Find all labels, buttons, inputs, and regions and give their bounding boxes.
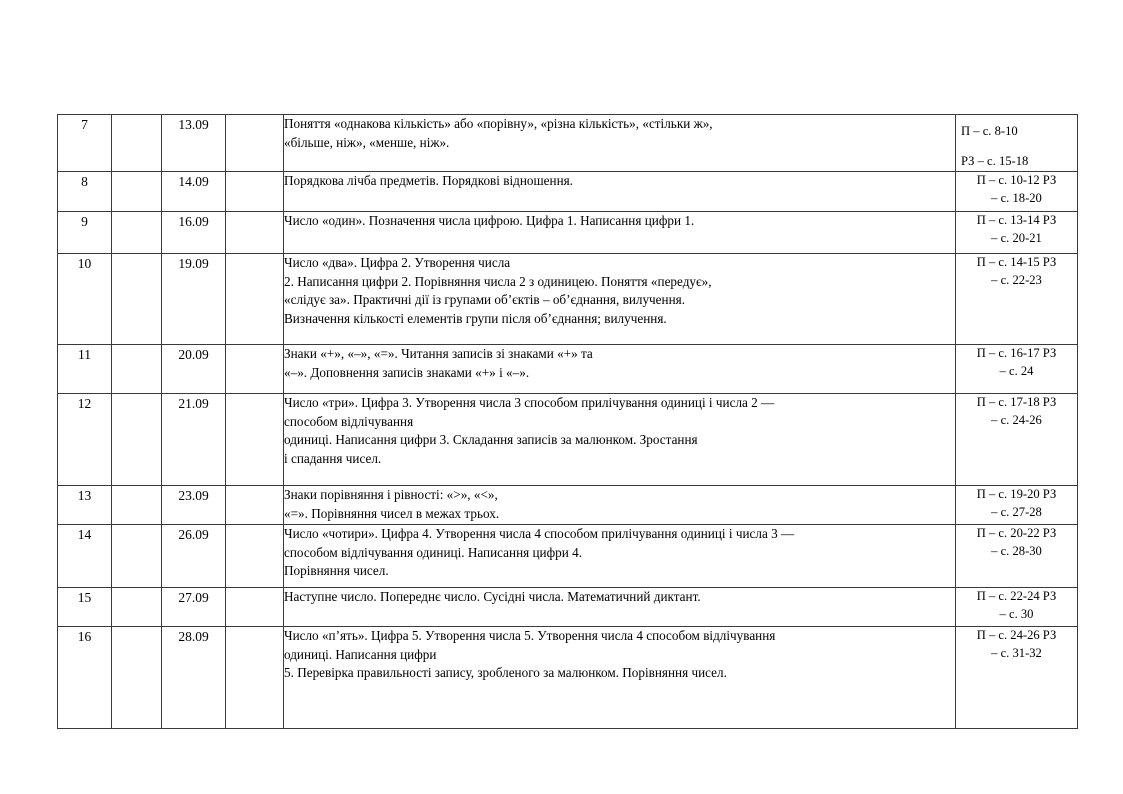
spacer-cell-mid <box>226 588 284 627</box>
lesson-content-cell <box>284 486 956 525</box>
spacer-cell-mid <box>226 345 284 394</box>
lesson-content-cell <box>284 212 956 254</box>
lesson-date-cell: 27.09 <box>162 588 226 627</box>
pages-line: – с. 27-28 <box>991 504 1042 519</box>
lesson-date-cell: 28.09 <box>162 627 226 729</box>
content-line: способом відлічування <box>284 413 414 429</box>
spacer-cell-left <box>112 627 162 729</box>
pages-line: – с. 20-21 <box>991 230 1042 245</box>
spacer-cell-mid <box>226 115 284 172</box>
spacer-cell-left <box>112 172 162 212</box>
table-row <box>58 394 1078 486</box>
lesson-date-cell: 14.09 <box>162 172 226 212</box>
pages-line: – с. 28-30 <box>991 543 1042 558</box>
lesson-number-cell: 8 <box>58 172 112 212</box>
table-row <box>58 525 1078 588</box>
pages-line: – с. 24-26 <box>991 412 1042 427</box>
content-line: одиниці. Написання цифри 3. Складання записів за малюнком. Зростання <box>284 432 698 448</box>
schedule-table-container <box>57 114 1077 729</box>
pages-reference-cell <box>956 588 1078 627</box>
pages-line: – с. 31-32 <box>991 645 1042 660</box>
pages-line: П – с. 20-22 РЗ <box>976 526 1057 540</box>
pages-line: П – с. 22-24 РЗ <box>976 589 1057 603</box>
table-row <box>58 254 1078 345</box>
pages-line: – с. 18-20 <box>991 190 1042 205</box>
content-line: 2. Написання цифри 2. Порівняння числа 2 з одиницею. Поняття «передує», <box>284 273 712 289</box>
content-line: Число «три». Цифра 3. Утворення числа 3 способом прилічування одиниці і числа 2 — <box>284 395 775 410</box>
lesson-date-cell: 13.09 <box>162 115 226 172</box>
lesson-number-cell: 9 <box>58 212 112 254</box>
pages-line: РЗ – с. 15-18 <box>961 153 1029 168</box>
pages-line: П – с. 8-10 <box>961 124 1018 138</box>
spacer-cell-left <box>112 525 162 588</box>
spacer-cell-left <box>112 254 162 345</box>
lesson-content-cell <box>284 394 956 486</box>
pages-reference-cell <box>956 525 1078 588</box>
spacer-cell-left <box>112 345 162 394</box>
pages-line: П – с. 16-17 РЗ <box>976 346 1057 360</box>
pages-line: П – с. 10-12 РЗ <box>976 173 1057 187</box>
pages-reference-cell <box>956 115 1078 172</box>
lesson-schedule-table <box>57 114 1078 729</box>
lesson-date-cell: 16.09 <box>162 212 226 254</box>
pages-line: П – с. 24-26 РЗ <box>976 628 1057 642</box>
spacer-cell-left <box>112 486 162 525</box>
lesson-number-cell: 7 <box>58 115 112 172</box>
table-row <box>58 588 1078 627</box>
content-line: Визначення кількості елементів групи після об’єднання; вилучення. <box>284 311 667 327</box>
spacer-cell-mid <box>226 525 284 588</box>
content-line: Число «п’ять». Цифра 5. Утворення числа 5. Утворення числа 4 способом відлічування <box>284 628 776 643</box>
lesson-number-cell: 11 <box>58 345 112 394</box>
pages-reference-cell <box>956 172 1078 212</box>
lesson-date-cell: 20.09 <box>162 345 226 394</box>
content-line: Наступне число. Попереднє число. Сусідні числа. Математичний диктант. <box>284 589 701 604</box>
content-line: Поняття «однакова кількість» або «порівну», «різна кількість», «стільки ж», <box>284 116 713 131</box>
pages-line: П – с. 14-15 РЗ <box>976 255 1057 269</box>
pages-line: П – с. 17-18 РЗ <box>976 395 1057 409</box>
table-row <box>58 115 1078 172</box>
spacer-cell-left <box>112 588 162 627</box>
spacer-cell-left <box>112 115 162 172</box>
spacer-cell-mid <box>226 394 284 486</box>
spacer-cell-mid <box>226 172 284 212</box>
pages-reference-cell <box>956 486 1078 525</box>
content-line: Число «два». Цифра 2. Утворення числа <box>284 255 511 270</box>
table-row <box>58 345 1078 394</box>
lesson-number-cell: 12 <box>58 394 112 486</box>
table-row <box>58 172 1078 212</box>
pages-reference-cell <box>956 394 1078 486</box>
lesson-date-cell: 19.09 <box>162 254 226 345</box>
pages-reference-cell <box>956 345 1078 394</box>
content-line: «слідує за». Практичні дії із групами об’єктів – об’єднання, вилучення. <box>284 292 686 308</box>
lesson-content-cell <box>284 345 956 394</box>
pages-line-spacer <box>961 141 1077 153</box>
content-line: одиниці. Написання цифри <box>284 646 437 662</box>
pages-line: – с. 24 <box>999 363 1034 378</box>
lesson-number-cell: 13 <box>58 486 112 525</box>
content-line: способом відлічування одиниці. Написання цифри 4. <box>284 544 582 560</box>
lesson-number-cell: 16 <box>58 627 112 729</box>
schedule-table-body <box>58 115 1078 729</box>
pages-line: П – с. 19-20 РЗ <box>976 487 1057 501</box>
lesson-date-cell: 21.09 <box>162 394 226 486</box>
spacer-cell-mid <box>226 212 284 254</box>
lesson-number-cell: 14 <box>58 525 112 588</box>
pages-reference-cell <box>956 254 1078 345</box>
lesson-number-cell: 15 <box>58 588 112 627</box>
content-line: «більше, ніж», «менше, ніж». <box>284 134 450 150</box>
content-line: Порядкова лічба предметів. Порядкові відношення. <box>284 173 573 188</box>
content-line: «=». Порівняння чисел в межах трьох. <box>284 505 500 521</box>
content-line: Число «один». Позначення числа цифрою. Цифра 1. Написання цифри 1. <box>284 213 695 228</box>
lesson-content-cell <box>284 588 956 627</box>
lesson-content-cell <box>284 172 956 212</box>
content-line: Порівняння чисел. <box>284 563 389 579</box>
pages-line: П – с. 13-14 РЗ <box>976 213 1057 227</box>
content-line: 5. Перевірка правильності запису, зробленого за малюнком. Порівняння чисел. <box>284 665 727 681</box>
lesson-number-cell: 10 <box>58 254 112 345</box>
table-row <box>58 212 1078 254</box>
spacer-cell-mid <box>226 627 284 729</box>
table-row <box>58 627 1078 729</box>
pages-reference-cell <box>956 627 1078 729</box>
spacer-cell-left <box>112 212 162 254</box>
spacer-cell-mid <box>226 254 284 345</box>
table-row <box>58 486 1078 525</box>
pages-reference-cell <box>956 212 1078 254</box>
content-line: Число «чотири». Цифра 4. Утворення числа 4 способом прилічування одиниці і числа 3 — <box>284 526 795 541</box>
lesson-content-cell <box>284 525 956 588</box>
pages-line: – с. 30 <box>999 606 1034 621</box>
lesson-content-cell <box>284 115 956 172</box>
content-line: Знаки порівняння і рівності: «>», «<», <box>284 487 498 502</box>
pages-line: – с. 22-23 <box>991 272 1042 287</box>
lesson-date-cell: 26.09 <box>162 525 226 588</box>
lesson-content-cell <box>284 254 956 345</box>
lesson-date-cell: 23.09 <box>162 486 226 525</box>
lesson-content-cell <box>284 627 956 729</box>
content-line: і спадання чисел. <box>284 451 382 467</box>
content-line: Знаки «+», «–», «=». Читання записів зі знаками «+» та <box>284 346 593 361</box>
content-line: «–». Доповнення записів знаками «+» і «–». <box>284 364 530 380</box>
spacer-cell-mid <box>226 486 284 525</box>
spacer-cell-left <box>112 394 162 486</box>
